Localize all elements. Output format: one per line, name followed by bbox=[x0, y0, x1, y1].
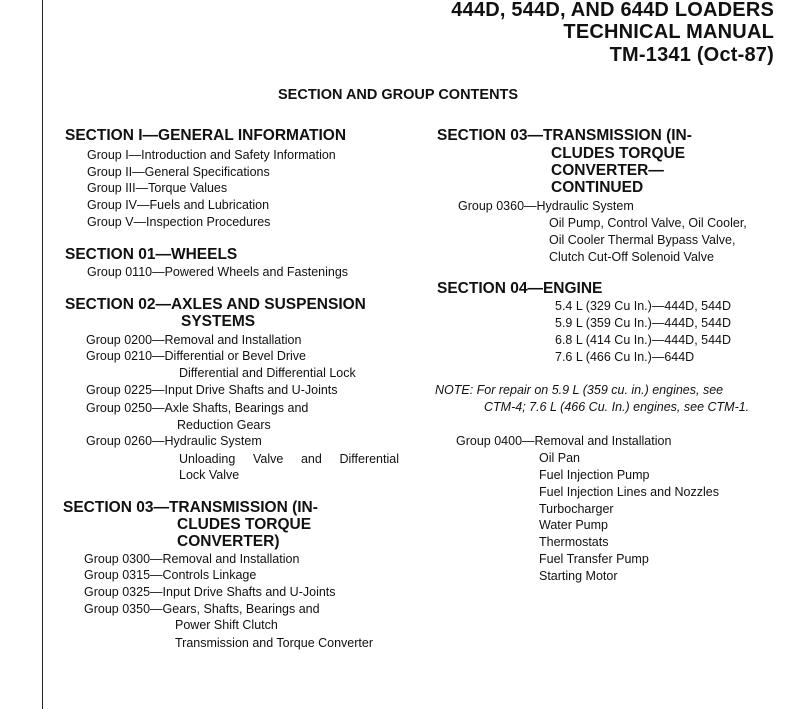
group-0350-sub1: Power Shift Clutch bbox=[175, 618, 278, 632]
section-04-title: SECTION 04—ENGINE bbox=[437, 280, 603, 297]
group-0360: Group 0360—Hydraulic System bbox=[458, 199, 634, 213]
group-0225: Group 0225—Input Drive Shafts and U-Joints bbox=[86, 383, 338, 397]
section-03c-title-line1: SECTION 03—TRANSMISSION (IN- bbox=[437, 127, 692, 144]
section-02-title-line2: SYSTEMS bbox=[181, 313, 256, 330]
engine-item: Fuel Injection Pump bbox=[539, 468, 650, 482]
engine-5-4: 5.4 L (329 Cu In.)—444D, 544D bbox=[555, 299, 732, 313]
group-i: Group I—Introduction and Safety Information bbox=[87, 148, 336, 162]
group-0325: Group 0325—Input Drive Shafts and U-Joints bbox=[84, 585, 336, 599]
engine-7-6: 7.6 L (466 Cu In.)—644D bbox=[555, 350, 695, 364]
group-ii: Group II—General Specifications bbox=[87, 165, 270, 179]
group-0110: Group 0110—Powered Wheels and Fastenings bbox=[87, 265, 349, 279]
group-0210: Group 0210—Differential or Bevel Drive bbox=[86, 349, 307, 363]
group-0300: Group 0300—Removal and Installation bbox=[84, 552, 300, 566]
engine-6-8: 6.8 L (414 Cu In.)—444D, 544D bbox=[555, 333, 732, 347]
section-i-title: SECTION I—GENERAL INFORMATION bbox=[65, 127, 347, 144]
group-0360-sub2: Oil Cooler Thermal Bypass Valve, bbox=[549, 233, 736, 247]
engine-item: Starting Motor bbox=[539, 569, 618, 583]
group-iii: Group III—Torque Values bbox=[87, 181, 228, 195]
section-03c-title-line4: CONTINUED bbox=[551, 179, 644, 196]
section-03c-title-line3: CONVERTER— bbox=[551, 162, 664, 179]
manual-title-line1: 444D, 544D, AND 644D LOADERS bbox=[451, 0, 774, 21]
section-03-title-line2: CLUDES TORQUE bbox=[177, 516, 312, 533]
group-0260: Group 0260—Hydraulic System bbox=[86, 434, 262, 448]
group-0210-sub: Differential and Differential Lock bbox=[179, 366, 356, 380]
group-0260-sub1: Unloading Valve and Differential bbox=[179, 452, 399, 466]
manual-title-line3: TM-1341 (Oct-87) bbox=[609, 44, 774, 66]
group-0360-sub1: Oil Pump, Control Valve, Oil Cooler, bbox=[549, 216, 747, 230]
group-0360-sub3: Clutch Cut-Off Solenoid Valve bbox=[549, 250, 714, 264]
group-0250-sub: Reduction Gears bbox=[177, 418, 271, 432]
engine-item: Water Pump bbox=[539, 518, 609, 532]
engine-5-9: 5.9 L (359 Cu In.)—444D, 544D bbox=[555, 316, 732, 330]
group-0260-sub2: Lock Valve bbox=[179, 468, 240, 482]
group-0400: Group 0400—Removal and Installation bbox=[456, 434, 672, 448]
engine-item: Thermostats bbox=[539, 535, 609, 549]
group-0200: Group 0200—Removal and Installation bbox=[86, 333, 302, 347]
section-03-title-line1: SECTION 03—TRANSMISSION (IN- bbox=[63, 499, 318, 516]
group-0250: Group 0250—Axle Shafts, Bearings and bbox=[86, 401, 309, 415]
group-0315: Group 0315—Controls Linkage bbox=[84, 568, 257, 582]
section-03-title-line3: CONVERTER) bbox=[177, 533, 280, 550]
group-0350: Group 0350—Gears, Shafts, Bearings and bbox=[84, 602, 320, 616]
group-0350-sub2: Transmission and Torque Converter bbox=[175, 636, 374, 650]
note-line2: CTM-4; 7.6 L (466 Cu. In.) engines, see CTM-1. bbox=[484, 400, 750, 414]
group-iv: Group IV—Fuels and Lubrication bbox=[87, 198, 270, 212]
contents-heading: SECTION AND GROUP CONTENTS bbox=[278, 87, 519, 103]
engine-item: Fuel Injection Lines and Nozzles bbox=[539, 485, 719, 499]
page-border-left bbox=[42, 0, 43, 709]
engine-item: Fuel Transfer Pump bbox=[539, 552, 649, 566]
manual-title-line2: TECHNICAL MANUAL bbox=[563, 21, 774, 43]
group-v: Group V—Inspection Procedures bbox=[87, 215, 271, 229]
section-01-title: SECTION 01—WHEELS bbox=[65, 246, 238, 263]
note-line1: NOTE: For repair on 5.9 L (359 cu. in.) engines, see bbox=[435, 383, 724, 397]
section-02-title-line1: SECTION 02—AXLES AND SUSPENSION bbox=[65, 296, 366, 313]
engine-item: Turbocharger bbox=[539, 502, 614, 516]
engine-item: Oil Pan bbox=[539, 451, 580, 465]
section-03c-title-line2: CLUDES TORQUE bbox=[551, 145, 686, 162]
